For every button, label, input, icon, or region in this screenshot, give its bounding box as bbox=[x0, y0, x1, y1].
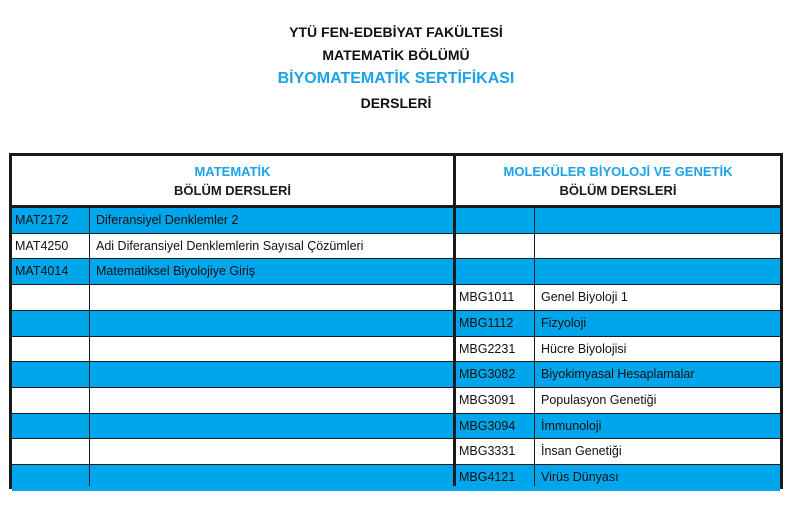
mbg-course-code: MBG3082 bbox=[459, 367, 516, 382]
mbg-course-name: İnsan Genetiği bbox=[541, 444, 622, 459]
math-course-code bbox=[15, 414, 87, 440]
table-row bbox=[12, 414, 780, 440]
department-title: MATEMATİK BÖLÜMÜ bbox=[322, 47, 470, 63]
table-row bbox=[12, 259, 780, 285]
table-row bbox=[12, 362, 780, 388]
table-row bbox=[12, 208, 780, 234]
mbg-course-code: MBG3094 bbox=[459, 418, 516, 433]
mbg-column-header bbox=[456, 156, 780, 207]
math-course-name bbox=[96, 414, 450, 440]
math-course-name: Diferansiyel Denklemler 2 bbox=[96, 213, 239, 227]
math-course-code: MAT2172 bbox=[15, 213, 69, 227]
mbg-course-code bbox=[459, 234, 531, 260]
table-row bbox=[12, 234, 780, 260]
mbg-course-code: MBG3331 bbox=[459, 444, 516, 459]
mbg-column-subtitle: BÖLÜM DERSLERİ bbox=[559, 183, 677, 198]
mbg-code-divider bbox=[534, 207, 535, 486]
mbg-course-code bbox=[459, 208, 531, 234]
mbg-course-name bbox=[541, 234, 777, 260]
mbg-course-name: Genel Biyoloji 1 bbox=[541, 290, 628, 305]
math-course-name: Adi Diferansiyel Denklemlerin Sayısal Çözümleri bbox=[96, 238, 364, 253]
math-course-name bbox=[96, 439, 450, 465]
math-course-name bbox=[96, 362, 450, 388]
math-course-code bbox=[15, 362, 87, 388]
mbg-course-name: Fizyoloji bbox=[541, 315, 587, 330]
mbg-course-name: Biyokimyasal Hesaplamalar bbox=[541, 367, 695, 382]
mbg-course-name: İmmunoloji bbox=[541, 418, 602, 433]
mbg-course-name bbox=[541, 259, 777, 285]
column-divider bbox=[453, 156, 456, 486]
faculty-title: YTÜ FEN-EDEBİYAT FAKÜLTESİ bbox=[289, 24, 503, 40]
mbg-column-title: MOLEKÜLER BİYOLOJİ VE GENETİK bbox=[503, 164, 733, 179]
math-course-code bbox=[15, 337, 87, 363]
mbg-course-code: MBG1112 bbox=[459, 315, 514, 330]
mbg-course-code: MBG2231 bbox=[459, 341, 516, 356]
math-course-name bbox=[96, 285, 450, 311]
mbg-course-name: Hücre Biyolojisi bbox=[541, 341, 627, 356]
table-row bbox=[12, 388, 780, 414]
table-row bbox=[12, 465, 780, 491]
math-code-divider bbox=[89, 207, 90, 486]
certificate-title: BİYOMATEMATİK SERTİFİKASI bbox=[277, 70, 515, 87]
math-course-name: Matematiksel Biyolojiye Giriş bbox=[96, 264, 256, 279]
math-course-name bbox=[96, 337, 450, 363]
mbg-course-name: Virüs Dünyası bbox=[541, 470, 619, 484]
math-course-name bbox=[96, 465, 450, 491]
mbg-course-code: MBG4121 bbox=[459, 470, 516, 484]
course-table bbox=[9, 153, 783, 489]
math-course-code bbox=[15, 311, 87, 337]
mbg-course-code: MBG3091 bbox=[459, 392, 516, 407]
mbg-course-code: MBG1011 bbox=[459, 290, 515, 305]
mbg-course-name: Populasyon Genetiği bbox=[541, 392, 657, 407]
math-course-code: MAT4250 bbox=[15, 238, 69, 253]
table-row bbox=[12, 337, 780, 363]
math-course-code bbox=[15, 439, 87, 465]
table-row bbox=[12, 311, 780, 337]
math-course-code bbox=[15, 465, 87, 491]
mbg-course-code bbox=[459, 259, 531, 285]
math-column-subtitle: BÖLÜM DERSLERİ bbox=[174, 183, 291, 198]
math-course-code bbox=[15, 388, 87, 414]
courses-title: DERSLERİ bbox=[360, 95, 432, 111]
math-column-title: MATEMATİK bbox=[194, 164, 271, 179]
table-row bbox=[12, 285, 780, 311]
math-course-code: MAT4014 bbox=[15, 264, 69, 279]
table-row bbox=[12, 439, 780, 465]
math-course-name bbox=[96, 388, 450, 414]
mbg-course-name bbox=[541, 208, 777, 234]
math-course-name bbox=[96, 311, 450, 337]
math-column-header bbox=[12, 156, 453, 207]
math-course-code bbox=[15, 285, 87, 311]
